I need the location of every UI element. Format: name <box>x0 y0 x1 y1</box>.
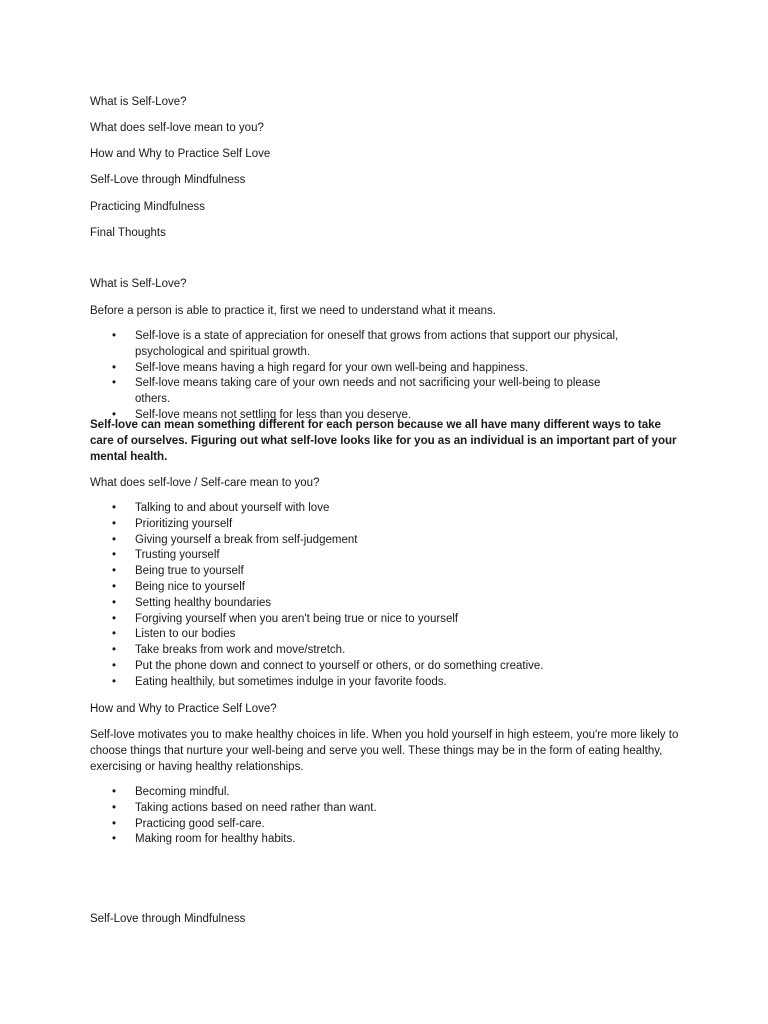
list-item <box>0 832 630 848</box>
list-item <box>0 801 630 817</box>
list-item <box>0 596 630 612</box>
list-item <box>0 376 630 408</box>
list-item <box>0 533 630 549</box>
practice-list <box>0 785 630 848</box>
section-heading-what-does-self-love-mean: What does self-love / Self-care mean to you? <box>90 477 320 489</box>
toc-item-how-and-why: How and Why to Practice Self Love <box>90 148 271 160</box>
list-item-text: Making room for healthy habits. <box>135 833 296 846</box>
list-item-text: Giving yourself a break from self-judgement <box>135 533 358 546</box>
list-item <box>0 659 630 675</box>
list-item-text: Self-love means having a high regard for your own well-being and happiness. <box>135 361 529 374</box>
self-care-list <box>0 501 630 691</box>
bullet-icon: • <box>112 517 117 530</box>
list-item-text: Forgiving yourself when you aren't being true or nice to yourself <box>135 612 459 625</box>
bullet-icon: • <box>112 675 117 688</box>
list-item <box>0 643 630 659</box>
list-item-text: Self-love is a state of appreciation for oneself that grows from actions that support our physical, psychological and spiritual growth. <box>135 330 619 358</box>
bullet-icon: • <box>112 549 117 562</box>
toc-item-practicing-mindfulness: Practicing Mindfulness <box>90 201 206 213</box>
list-item <box>0 361 630 377</box>
list-item <box>0 501 630 517</box>
self-love-definition-list <box>0 329 630 424</box>
section-heading-mindfulness: Self-Love through Mindfulness <box>90 913 246 925</box>
list-item <box>0 785 630 801</box>
bullet-icon: • <box>112 565 117 578</box>
list-item-text: Listen to our bodies <box>135 628 236 641</box>
bullet-icon: • <box>112 580 117 593</box>
bullet-icon: • <box>112 612 117 625</box>
section-intro: Before a person is able to practice it, first we need to understand what it means. <box>90 305 496 317</box>
toc-item-final-thoughts: Final Thoughts <box>90 227 166 239</box>
list-item-text: Prioritizing yourself <box>135 517 233 530</box>
list-item <box>0 675 630 691</box>
bullet-icon: • <box>112 659 117 672</box>
list-item-text: Self-love means taking care of your own needs and not sacrificing your well-being to please others. <box>135 377 601 406</box>
list-item-text: Taking actions based on need rather than want. <box>135 801 377 814</box>
list-item-text: Eating healthily, but sometimes indulge in your favorite foods. <box>135 675 447 688</box>
bullet-icon: • <box>112 408 117 421</box>
bullet-icon: • <box>112 330 117 342</box>
list-item-text: Trusting yourself <box>135 549 220 562</box>
bullet-icon: • <box>112 786 117 798</box>
bullet-icon: • <box>112 833 117 846</box>
list-item-text: Setting healthy boundaries <box>135 596 272 609</box>
toc-item-mindfulness: Self-Love through Mindfulness <box>90 174 246 186</box>
bullet-icon: • <box>112 628 117 641</box>
list-item <box>0 627 630 643</box>
list-item <box>0 580 630 596</box>
bullet-icon: • <box>112 377 117 390</box>
list-item-text: Becoming mindful. <box>135 786 230 798</box>
list-item-text: Put the phone down and connect to yourself or others, or do something creative. <box>135 659 544 672</box>
list-item <box>0 817 630 833</box>
list-item <box>0 517 630 533</box>
bullet-icon: • <box>112 533 117 546</box>
toc-item-what-does-self-love-mean: What does self-love mean to you? <box>90 122 264 134</box>
list-item-text: Take breaks from work and move/stretch. <box>135 644 346 657</box>
list-item <box>0 564 630 580</box>
list-item <box>0 548 630 564</box>
list-item-text: Practicing good self-care. <box>135 817 265 830</box>
list-item <box>0 329 630 361</box>
list-item <box>0 612 630 628</box>
emphasis-paragraph: Self-love can mean something different for each person because we all have many different ways to take care of ourselves. Figuring out what self-love looks like for you as an individual is an important part of your mental health. <box>90 418 677 463</box>
bullet-icon: • <box>112 596 117 609</box>
section-heading-how-and-why: How and Why to Practice Self Love? <box>90 703 277 715</box>
list-item-text: Self-love means not settling for less than you deserve. <box>135 408 412 421</box>
section-heading-what-is-self-love: What is Self-Love? <box>90 278 187 290</box>
bullet-icon: • <box>112 801 117 814</box>
section-paragraph: Self-love motivates you to make healthy choices in life. When you hold yourself in high esteem, you're more likely to choose things that nurture your well-being and serve you well. These things may be in the form of eating healthy, exercising or having healthy relationships. <box>90 729 679 773</box>
bullet-icon: • <box>112 644 117 657</box>
list-item-text: Being nice to yourself <box>135 580 245 593</box>
list-item-text: Being true to yourself <box>135 565 244 578</box>
toc-item-what-is-self-love: What is Self-Love? <box>90 96 187 108</box>
list-item-text: Talking to and about yourself with love <box>135 502 330 514</box>
bullet-icon: • <box>112 502 117 514</box>
bullet-icon: • <box>112 817 117 830</box>
bullet-icon: • <box>112 361 117 374</box>
